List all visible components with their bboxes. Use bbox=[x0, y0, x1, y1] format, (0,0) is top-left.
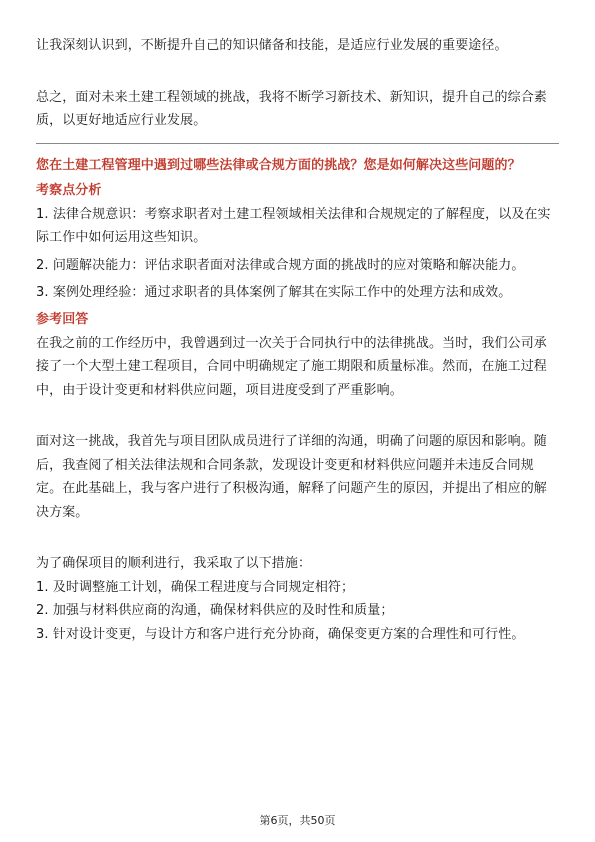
page-footer bbox=[0, 812, 595, 828]
answer-paragraph-1: 在我之前的工作经历中，我曾遇到过一次关于合同执行中的法律挑战。当时，我们公司承接了一个大型土建工程项目，合同中明确规定了施工期限和质量标准。然而，在施工过程中，由于设计变更和材料供应问题，项目进度受到了严重影响。 bbox=[36, 335, 547, 398]
answer-title: 参考回答 bbox=[36, 311, 89, 327]
intro-line-end: 让我深刻认识到，不断提升自己的知识储备和技能，是适应行业发展的重要途径。 bbox=[36, 38, 508, 53]
measure-item-3: 3. 针对设计变更，与设计方和客户进行充分协商，确保变更方案的合理性和可行性。 bbox=[36, 626, 525, 642]
intro-summary: 总之，面对未来土建工程领域的挑战，我将不断学习新技术、新知识，提升自己的综合素质，以更好地适应行业发展。 bbox=[36, 89, 547, 128]
analysis-item-3: 3. 案例处理经验：通过求职者的具体案例了解其在实际工作中的处理方法和成效。 bbox=[36, 285, 512, 300]
analysis-item-2: 2. 问题解决能力：评估求职者面对法律或合规方面的挑战时的应对策略和解决能力。 bbox=[36, 257, 525, 273]
answer-paragraph-3: 为了确保项目的顺利进行，我采取了以下措施： bbox=[36, 556, 312, 571]
page-number: 第6页，共50页 bbox=[259, 814, 336, 827]
question-heading: 您在土建工程管理中遇到过哪些法律或合规方面的挑战？您是如何解决这些问题的？ bbox=[36, 157, 521, 173]
page-content bbox=[36, 34, 559, 646]
measure-item-2: 2. 加强与材料供应商的沟通，确保材料供应的及时性和质量； bbox=[36, 603, 394, 618]
analysis-title: 考察点分析 bbox=[36, 182, 102, 198]
section-divider bbox=[36, 143, 559, 144]
answer-paragraph-2: 面对这一挑战，我首先与项目团队成员进行了详细的沟通，明确了问题的原因和影响。随后，我查阅了相关法律法规和合同条款，发现设计变更和材料供应问题并未违反合同规定。在此基础上，我与客户进行了积极沟通，解释了问题产生的原因，并提出了相应的解决方案。 bbox=[36, 434, 547, 520]
measure-item-1: 1. 及时调整施工计划，确保工程进度与合同规定相符； bbox=[36, 579, 355, 595]
analysis-item-1: 1. 法律合规意识：考察求职者对土建工程领域相关法律和合规规定的了解程度，以及在实际工作中如何运用这些知识。 bbox=[36, 206, 551, 245]
